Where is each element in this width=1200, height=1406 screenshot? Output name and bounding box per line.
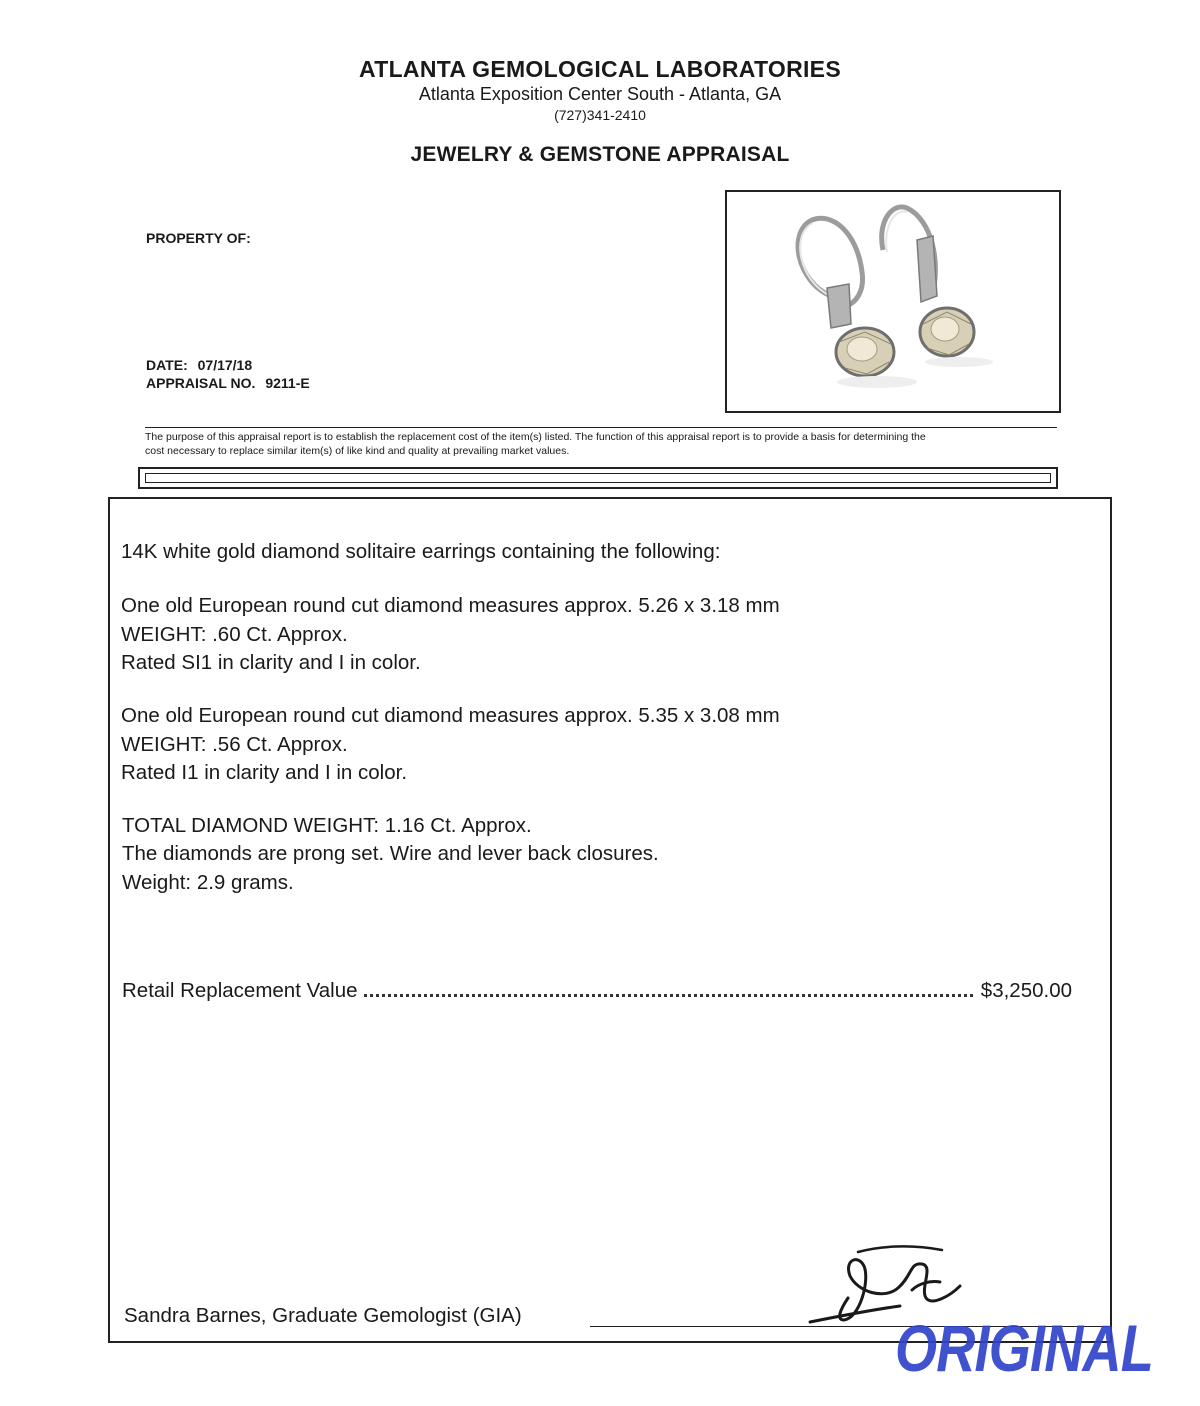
- item-intro: 14K white gold diamond solitaire earrings containing the following:: [121, 540, 721, 563]
- right-lever-back: [917, 236, 937, 302]
- property-of-label: PROPERTY OF:: [146, 230, 251, 246]
- dot-leader: [364, 994, 973, 997]
- earrings-photo: [727, 192, 1059, 411]
- retail-replacement-value-label: Retail Replacement Value: [122, 979, 358, 1002]
- appraisal-number-value: 9211-E: [265, 375, 310, 391]
- stone2-measurements: One old European round cut diamond measures approx. 5.35 x 3.08 mm: [121, 704, 780, 727]
- separator-bar-inner: [145, 473, 1051, 483]
- lab-phone: (727)341-2410: [554, 107, 646, 123]
- date-row: [146, 357, 252, 373]
- appraisal-number-label: APPRAISAL NO.: [146, 375, 256, 391]
- setting-description: The diamonds are prong set. Wire and lever back closures.: [122, 842, 659, 865]
- left-lever-back: [827, 284, 851, 328]
- original-stamp: ORIGINAL: [895, 1311, 1154, 1385]
- stone1-rating: Rated SI1 in clarity and I in color.: [121, 651, 421, 674]
- purpose-line-2: cost necessary to replace similar item(s) of like kind and quality at prevailing market values.: [145, 445, 570, 457]
- purpose-statement: [145, 427, 1057, 458]
- total-diamond-weight: TOTAL DIAMOND WEIGHT: 1.16 Ct. Approx.: [122, 814, 532, 837]
- stone2-rating: Rated I1 in clarity and I in color.: [121, 761, 408, 784]
- lab-address: Atlanta Exposition Center South - Atlanta, GA: [418, 84, 782, 104]
- separator-bar: [138, 467, 1058, 489]
- retail-replacement-value-row: [122, 971, 1072, 1003]
- retail-replacement-value-amount: $3,250.00: [980, 979, 1072, 1002]
- stone1-weight: WEIGHT: .60 Ct. Approx.: [121, 623, 348, 646]
- stone2-weight: WEIGHT: .56 Ct. Approx.: [121, 733, 348, 756]
- earrings-photo-frame: [725, 190, 1061, 413]
- appraisal-number-row: [146, 375, 310, 391]
- lab-name: ATLANTA GEMOLOGICAL LABORATORIES: [359, 56, 841, 82]
- signer-name: Sandra Barnes, Graduate Gemologist (GIA): [124, 1304, 522, 1327]
- purpose-line-1: The purpose of this appraisal report is to establish the replacement cost of the item(s) listed. The function of this appraisal report is to provide a basis for determining the: [145, 431, 926, 443]
- item-weight: Weight: 2.9 grams.: [122, 871, 294, 894]
- document-title: JEWELRY & GEMSTONE APPRAISAL: [410, 143, 790, 166]
- date-value: 07/17/18: [197, 357, 253, 373]
- date-label: DATE:: [146, 357, 188, 373]
- stone1-measurements: One old European round cut diamond measures approx. 5.26 x 3.18 mm: [121, 594, 780, 617]
